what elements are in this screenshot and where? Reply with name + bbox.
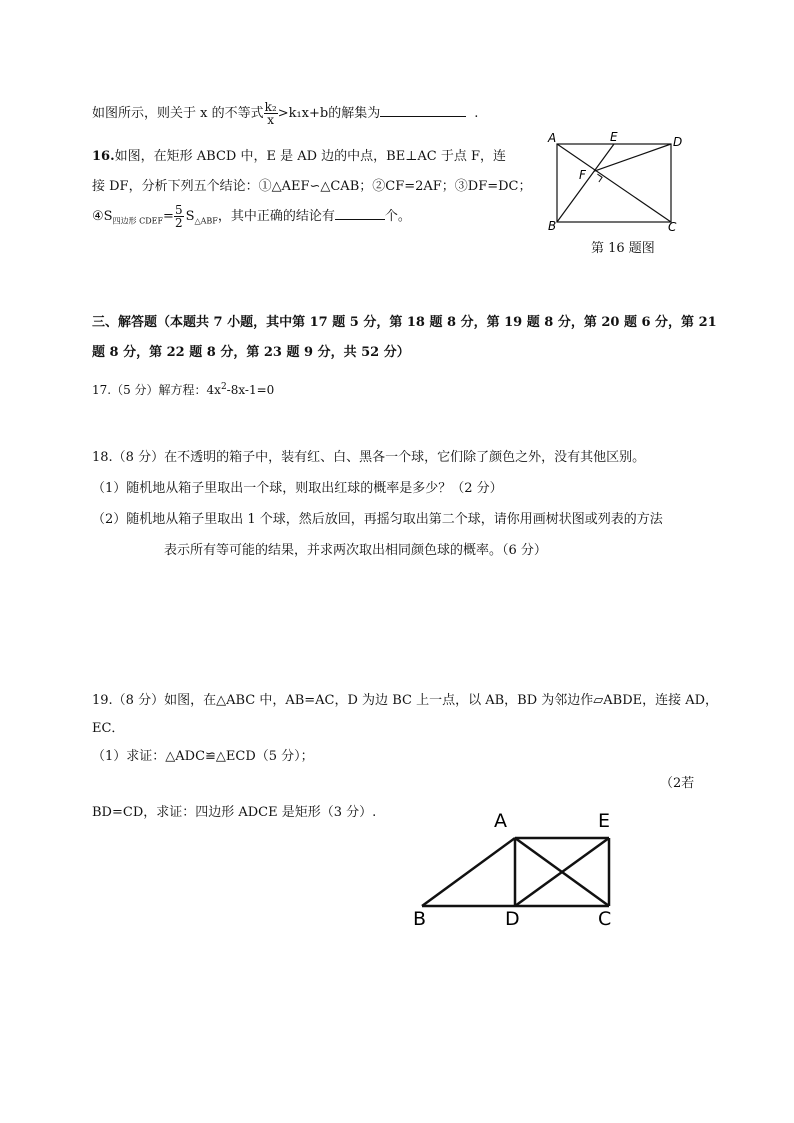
q16-frac-den: 2 — [174, 216, 183, 230]
q17-line — [92, 381, 274, 398]
q19-line1: 19.（8 分）如图，在△ABC 中，AB=AC，D 为边 BC 上一点，以 AB，BD 为邻边作▱ABDE，连接 AD， — [92, 693, 719, 708]
segment-ab — [422, 838, 515, 906]
q18-part1: （1）随机地从箱子里取出一个球，则取出红球的概率是多少？（2 分） — [92, 481, 503, 496]
q16-fraction — [174, 204, 184, 229]
section3-heading-line1: 三、解答题（本题共 7 小题，其中第 17 题 5 分，第 18 题 8 分，第 19 题 8 分，第 20 题 6 分，第 21 — [92, 315, 717, 330]
fig19-label-d: D — [505, 908, 520, 930]
q17-text: 17.（5 分）解方程：4x — [92, 383, 221, 397]
q16-line2: 接 DF，分析下列五个结论：①△AEF∽△CAB；②CF=2AF；③DF=DC； — [92, 179, 532, 194]
q15-answer-blank[interactable] — [380, 116, 466, 117]
q16-number: 16. — [92, 149, 115, 164]
q16-figure — [540, 128, 690, 232]
q16-sub1: 四边形 CDEF — [112, 216, 164, 226]
fig19-label-c: C — [598, 908, 612, 930]
q15-rhs: >k₁x+b — [277, 106, 329, 121]
q19-line2: EC． — [92, 721, 125, 736]
segment-be — [557, 144, 614, 222]
fig16-label-b: B — [548, 219, 557, 232]
q16-s1: ④S — [92, 209, 113, 224]
q16-text1: 如图，在矩形 ABCD 中，E 是 AD 边的中点，BE⊥AC 于点 F，连 — [114, 149, 507, 164]
section3-heading-line2: 题 8 分，第 22 题 8 分，第 23 题 9 分，共 52 分） — [92, 345, 410, 360]
q16-frac-num: 5 — [174, 203, 183, 217]
q15-frac-den: x — [267, 113, 275, 127]
q18-intro: 18.（8 分）在不透明的箱子中，装有红、白、黑各一个球，它们除了颜色之外，没有其他区别。 — [92, 450, 646, 465]
q17-sup: 2 — [220, 382, 227, 392]
q18-part2-line1: （2）随机地从箱子里取出 1 个球，然后放回，再摇匀取出第二个球，请你用画树状图或列表的方法 — [92, 512, 663, 527]
q16-eq: = — [163, 209, 174, 224]
q15-fraction — [264, 101, 278, 126]
q19-part2-right: （2若 — [660, 776, 695, 791]
fig19-label-b: B — [413, 908, 427, 930]
q16-line3 — [92, 204, 411, 229]
q16-line1 — [92, 145, 506, 164]
segment-ac — [557, 144, 671, 222]
q15-suffix: 的解集为 — [328, 106, 381, 121]
fig19-label-e: E — [598, 810, 611, 832]
fig16-label-f: F — [579, 168, 586, 182]
q16-end: ，其中正确的结论有 — [217, 209, 335, 224]
q15-line — [92, 101, 478, 126]
q19-part2-left: BD=CD，求证：四边形 ADCE 是矩形（3 分）. — [92, 805, 377, 820]
fig16-label-a: A — [548, 131, 557, 145]
fig16-label-d: D — [673, 135, 683, 149]
q17-tail: -8x-1=0 — [226, 383, 275, 397]
q15-end: . — [474, 106, 479, 121]
q16-figure-caption: 第 16 题图 — [591, 241, 655, 256]
fig19-label-a: A — [494, 810, 507, 832]
q16-tail: 个。 — [384, 209, 411, 224]
q16-sub2: △ABF — [194, 216, 218, 226]
segment-df — [594, 144, 671, 171]
q16-answer-blank[interactable] — [335, 219, 385, 220]
q15-frac-num: k₂ — [264, 100, 277, 114]
fig16-label-e: E — [610, 130, 618, 144]
q19-figure — [405, 808, 625, 933]
fig16-label-c: C — [668, 220, 677, 232]
q15-prefix: 如图所示，则关于 x 的不等式 — [92, 106, 264, 121]
q19-part1: （1）求证：△ADC≌△ECD（5 分）； — [92, 749, 314, 764]
right-angle-mark — [597, 174, 602, 182]
q18-part2-line2: 表示所有等可能的结果，并求两次取出相同颜色球的概率。（6 分） — [164, 543, 547, 558]
q16-s2: S — [185, 209, 195, 224]
